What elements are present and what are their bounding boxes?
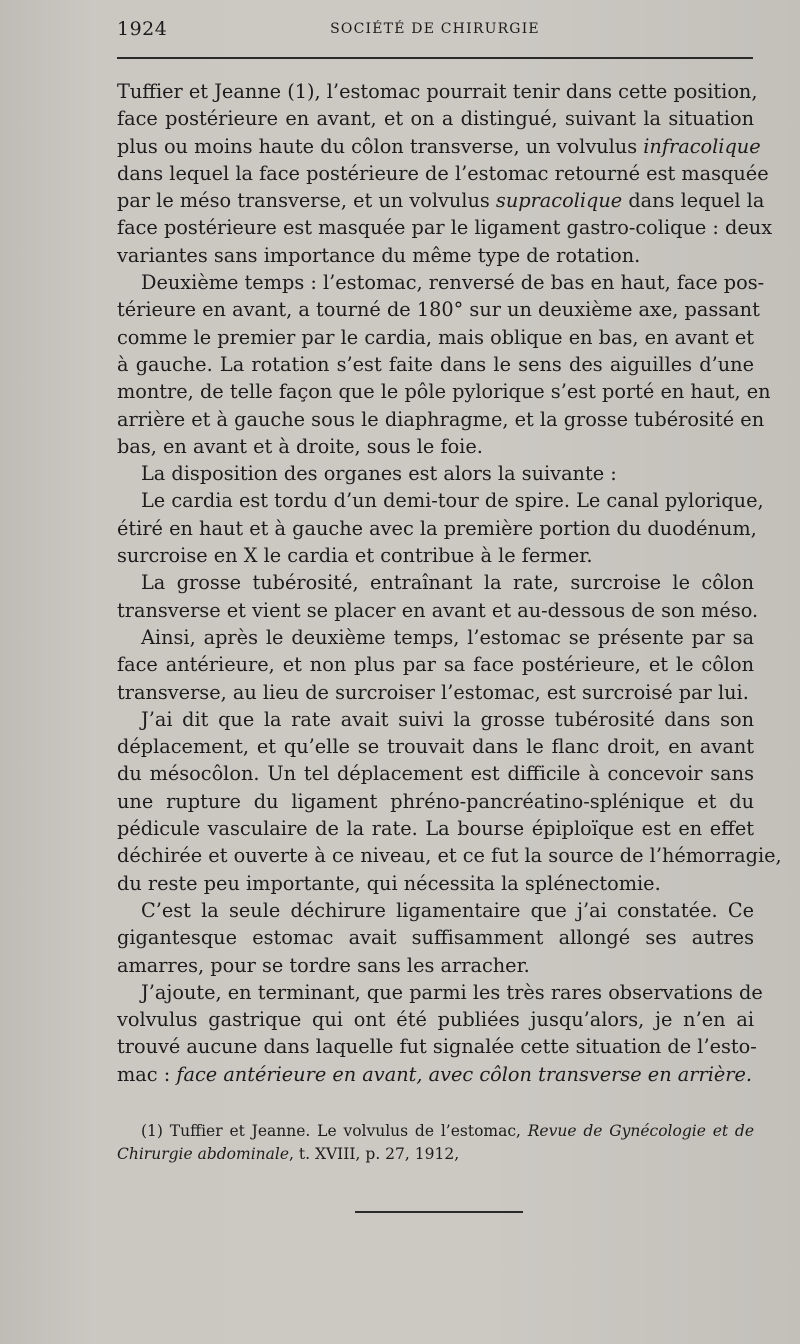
text-line bbox=[117, 624, 754, 651]
text-segment: Ainsi, après le deuxième temps, l’estomac se présente par sa bbox=[141, 625, 754, 649]
text-line bbox=[117, 651, 754, 678]
text-line bbox=[117, 296, 760, 323]
text-segment: amarres, pour se tordre sans les arracher. bbox=[117, 953, 530, 977]
text-segment: étiré en haut et à gauche avec la première portion du duodénum, bbox=[117, 516, 757, 540]
text-line bbox=[117, 406, 765, 433]
text-segment: gigantesque estomac avait suffisamment allongé ses autres bbox=[117, 926, 754, 950]
text-line bbox=[117, 815, 754, 842]
text-line bbox=[117, 897, 754, 924]
page-header bbox=[117, 18, 753, 44]
text-line bbox=[117, 78, 758, 105]
text-segment: volvulus gastrique qui ont été publiées jusqu’alors, je n’en ai bbox=[117, 1008, 754, 1032]
header-rule bbox=[117, 57, 753, 59]
text-line bbox=[117, 842, 782, 869]
italic-text: infracolique bbox=[643, 134, 761, 158]
running-title: SOCIÉTÉ DE CHIRURGIE bbox=[330, 21, 540, 37]
body-text bbox=[117, 78, 782, 1088]
end-rule bbox=[355, 1211, 523, 1213]
footnote-line bbox=[117, 1143, 754, 1166]
text-line bbox=[117, 214, 773, 241]
text-segment: La grosse tubérosité, entraînant la rate, surcroise le côlon bbox=[141, 571, 754, 595]
text-line bbox=[117, 324, 754, 351]
text-line bbox=[117, 597, 759, 624]
text-segment: térieure en avant, a tourné de 180° sur un deuxième axe, passant bbox=[117, 298, 760, 322]
text-line bbox=[117, 760, 754, 787]
text-line bbox=[117, 1033, 757, 1060]
text-segment: Le cardia est tordu d’un demi-tour de spire. Le canal pylorique, bbox=[141, 489, 764, 513]
footnote-line bbox=[117, 1120, 754, 1143]
text-line bbox=[117, 952, 754, 979]
text-segment: Deuxième temps : l’estomac, renversé de bas en haut, face pos- bbox=[141, 271, 765, 295]
text-segment: La disposition des organes est alors la suivante : bbox=[141, 462, 617, 486]
italic-text: face antérieure en avant, avec côlon transverse en arrière. bbox=[176, 1062, 753, 1086]
text-segment: surcroise en X le cardia et contribue à le fermer. bbox=[117, 544, 593, 568]
text-line bbox=[117, 105, 754, 132]
text-segment: pédicule vasculaire de la rate. La bourse épiploïque est en effet bbox=[117, 817, 754, 841]
text-segment: comme le premier par le cardia, mais oblique en bas, en avant et bbox=[117, 325, 754, 349]
text-segment: trouvé aucune dans laquelle fut signalée cette situation de l’esto- bbox=[117, 1035, 757, 1059]
text-line bbox=[117, 460, 754, 487]
text-segment: variantes sans importance du même type de rotation. bbox=[117, 243, 641, 267]
text-line bbox=[117, 1061, 754, 1088]
text-segment: arrière et à gauche sous le diaphragme, et la grosse tubérosité en bbox=[117, 407, 765, 431]
text-segment: (1) Tuffier et Jeanne. Le volvulus de l’estomac, bbox=[141, 1122, 528, 1140]
text-segment: déplacement, et qu’elle se trouvait dans le flanc droit, en avant bbox=[117, 735, 754, 759]
italic-text: supracolique bbox=[495, 189, 623, 213]
text-segment: face antérieure, et non plus par sa face postérieure, et le côlon bbox=[117, 653, 754, 677]
text-segment: J’ajoute, en terminant, que parmi les très rares observations de bbox=[141, 980, 763, 1004]
text-line bbox=[117, 133, 761, 160]
text-segment: à gauche. La rotation s’est faite dans le sens des aiguilles d’une bbox=[117, 352, 754, 376]
text-segment: bas, en avant et à droite, sous le foie. bbox=[117, 434, 483, 458]
text-segment: dans lequel la bbox=[622, 189, 765, 213]
text-segment: Tuffier et Jeanne (1), l’estomac pourrait tenir dans cette position, bbox=[117, 80, 758, 103]
text-segment: transverse, au lieu de surcroiser l’estomac, est surcroisé par lui. bbox=[117, 680, 749, 704]
text-segment: mac : bbox=[117, 1062, 177, 1086]
text-segment: du reste peu importante, qui nécessita la splénectomie. bbox=[117, 871, 661, 895]
text-line bbox=[117, 924, 754, 951]
text-segment: transverse et vient se placer en avant et au-dessous de son méso. bbox=[117, 598, 759, 622]
text-line bbox=[117, 433, 754, 460]
text-segment: déchirée et ouverte à ce niveau, et ce fut la source de l’hémorragie, bbox=[117, 844, 782, 868]
text-line bbox=[117, 979, 763, 1006]
text-line bbox=[117, 487, 764, 514]
text-segment: par le méso transverse, et un volvulus bbox=[117, 189, 496, 213]
page-number: 1924 bbox=[117, 18, 168, 40]
text-line bbox=[117, 733, 754, 760]
text-segment: J’ai dit que la rate avait suivi la grosse tubérosité dans son bbox=[141, 707, 754, 731]
text-segment: plus ou moins haute du côlon transverse, un volvulus bbox=[117, 134, 644, 158]
text-segment: face postérieure est masquée par le ligament gastro-colique : deux bbox=[117, 216, 773, 240]
text-segment: du mésocôlon. Un tel déplacement est difficile à concevoir sans bbox=[117, 762, 754, 786]
text-line bbox=[117, 187, 765, 214]
text-line bbox=[117, 542, 754, 569]
text-line bbox=[117, 788, 754, 815]
text-line bbox=[117, 706, 754, 733]
text-line bbox=[117, 569, 754, 596]
text-line bbox=[117, 351, 754, 378]
text-line bbox=[117, 269, 765, 296]
text-line bbox=[117, 870, 754, 897]
text-line bbox=[117, 378, 771, 405]
footnote bbox=[117, 1120, 754, 1166]
text-segment: , t. XVIII, p. 27, 1912, bbox=[289, 1145, 460, 1163]
text-segment: montre, de telle façon que le pôle pylorique s’est porté en haut, en bbox=[117, 380, 771, 404]
italic-text: Chirurgie abdominale bbox=[117, 1145, 290, 1163]
text-line bbox=[117, 160, 769, 187]
text-line bbox=[117, 679, 754, 706]
text-segment: une rupture du ligament phréno-pancréatino-splénique et du bbox=[117, 789, 754, 813]
text-segment: dans lequel la face postérieure de l’estomac retourné est masquée bbox=[117, 161, 769, 185]
text-line bbox=[117, 242, 754, 269]
italic-text: Revue de Gynécologie et de bbox=[527, 1122, 754, 1140]
text-line bbox=[117, 515, 757, 542]
text-segment: C’est la seule déchirure ligamentaire que j’ai constatée. Ce bbox=[141, 898, 754, 922]
text-line bbox=[117, 1006, 754, 1033]
text-segment: face postérieure en avant, et on a distingué, suivant la situation bbox=[117, 107, 754, 131]
